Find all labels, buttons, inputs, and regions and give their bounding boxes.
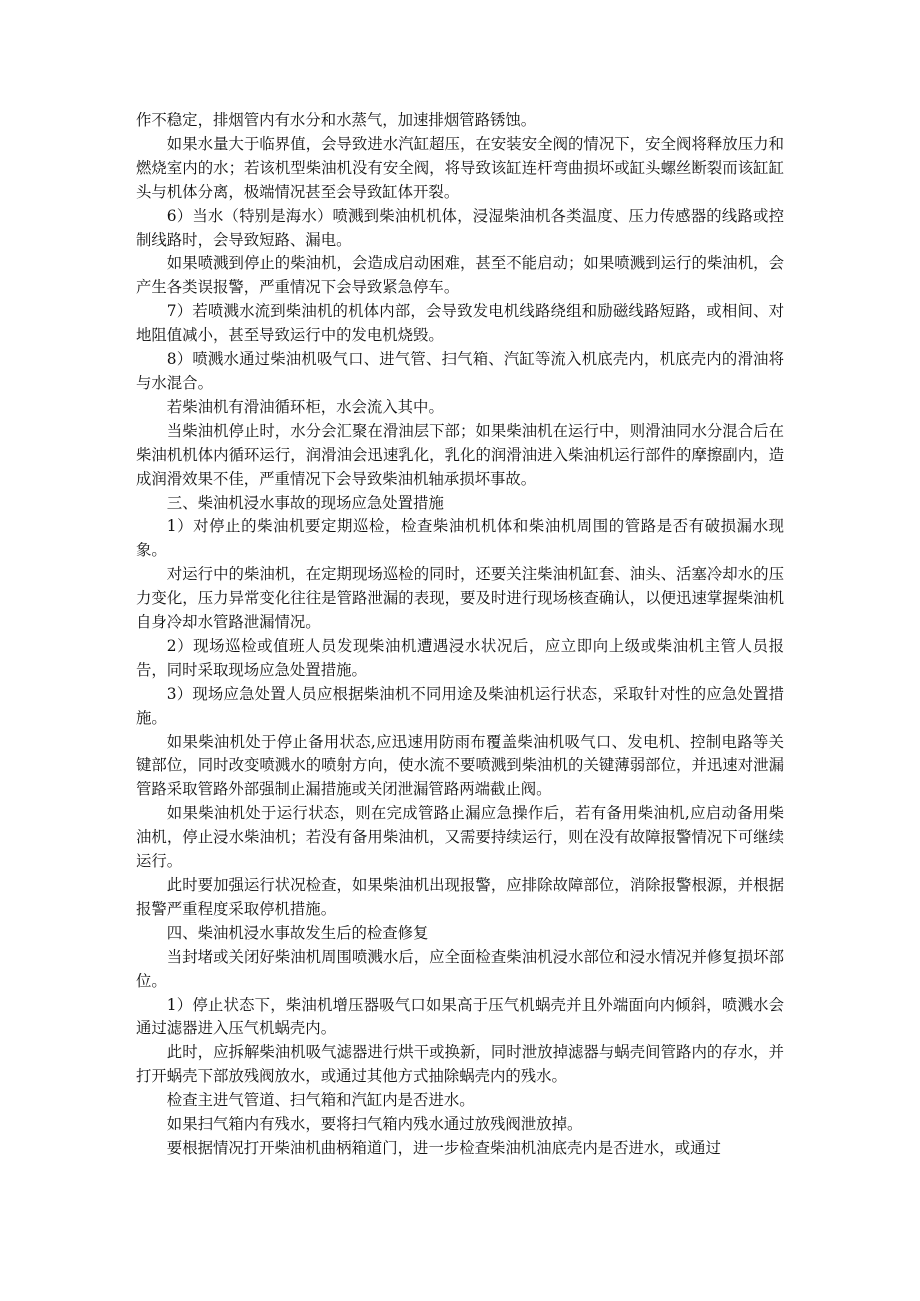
document-body [136,109,784,1161]
paragraph-12: 2）现场巡检或值班人员发现柴油机遭遇浸水状况后，应立即向上级或柴油机主管人员报告，同时采取现场应急处置措施。 [136,636,784,679]
paragraph-7: 若柴油机有滑油循环柜，水会流入其中。 [166,397,444,416]
paragraph-13: 3）现场应急处置人员应根据柴油机不同用途及柴油机运行状态，采取针对性的应急处置措施。 [136,684,784,727]
paragraph-21: 检查主进气管道、扫气箱和汽缸内是否进水。 [166,1091,475,1110]
paragraph-4: 如果喷溅到停止的柴油机，会造成启动困难，甚至不能启动；如果喷溅到运行的柴油机，会产生各类误报警，严重情况下会导致紧急停车。 [136,254,784,297]
paragraph-22: 如果扫气箱内有残水，要将扫气箱内残水通过放残阀泄放掉。 [166,1115,583,1134]
paragraph-1: 作不稳定，排烟管内有水分和水蒸气，加速排烟管路锈蚀。 [136,111,537,129]
paragraph-16: 此时要加强运行状况检查，如果柴油机出现报警，应排除故障部位，消除报警根源，并根据报警严重程度采取停机措施。 [136,876,784,918]
section-heading-4: 四、柴油机浸水事故发生后的检查修复 [166,923,429,942]
paragraph-5: 7）若喷溅水流到柴油机的机体内部，会导致发电机线路绕组和励磁线路短路，或相间、对地阻值减小，甚至导致运行中的发电机烧毁。 [136,302,784,345]
paragraph-20: 此时，应拆解柴油机吸气滤器进行烘干或换新，同时泄放掉滤器与蜗壳间管路内的存水，并打开蜗壳下部放残阀放水，或通过其他方式抽除蜗壳内的残水。 [136,1043,784,1086]
paragraph-8: 当柴油机停止时，水分会汇聚在滑油层下部；如果柴油机在运行中，则滑油同水分混合后在柴油机机体内循环运行，润滑油会迅速乳化，乳化的润滑油进入柴油机运行部件的摩擦副内，造成润滑效果不佳，严重情况下会导致柴油机轴承损坏事故。 [136,421,784,488]
paragraph-10: 1）对停止的柴油机要定期巡检，检查柴油机机体和柴油机周围的管路是否有破损漏水现象。 [136,517,784,560]
section-heading-3: 三、柴油机浸水事故的现场应急处置措施 [166,493,444,512]
paragraph-6: 8）喷溅水通过柴油机吸气口、进气管、扫气箱、汽缸等流入机底壳内，机底壳内的滑油将与水混合。 [136,350,784,392]
paragraph-19: 1）停止状态下，柴油机增压器吸气口如果高于压气机蜗壳并且外端面向内倾斜，喷溅水会通过滤器进入压气机蜗壳内。 [136,995,784,1038]
paragraph-14: 如果柴油机处于停止备用状态,应迅速用防雨布覆盖柴油机吸气口、发电机、控制电路等关键部位，同时改变喷溅水的喷射方向，使水流不要喷溅到柴油机的关键薄弱部位，并迅速对泄漏管路采取管路外部强制止漏措施或关闭泄漏管路两端截止阀。 [136,732,784,799]
paragraph-2: 如果水量大于临界值，会导致进水汽缸超压，在安装安全阀的情况下，安全阀将释放压力和燃烧室内的水；若该机型柴油机没有安全阀，将导致该缸连杆弯曲损坏或缸头螺丝断裂而该缸缸头与机体分离，极端情况甚至会导致缸体开裂。 [136,134,784,201]
paragraph-15: 如果柴油机处于运行状态，则在完成管路止漏应急操作后，若有备用柴油机,应启动备用柴油机，停止浸水柴油机；若没有备用柴油机，又需要持续运行，则在没有故障报警情况下可继续运行。 [136,804,784,871]
paragraph-3: 6）当水（特别是海水）喷溅到柴油机机体，浸湿柴油机各类温度、压力传感器的线路或控制线路时，会导致短路、漏电。 [136,206,784,249]
paragraph-11: 对运行中的柴油机，在定期现场巡检的同时，还要关注柴油机缸套、油头、活塞冷却水的压力变化，压力异常变化往往是管路泄漏的表现，要及时进行现场核查确认，以便迅速掌握柴油机自身冷却水管路泄漏情况。 [136,565,784,632]
paragraph-23: 要根据情况打开柴油机曲柄箱道门，进一步检查柴油机油底壳内是否进水，或通过 [166,1138,721,1157]
paragraph-18: 当封堵或关闭好柴油机周围喷溅水后，应全面检查柴油机浸水部位和浸水情况并修复损坏部位。 [136,947,784,990]
